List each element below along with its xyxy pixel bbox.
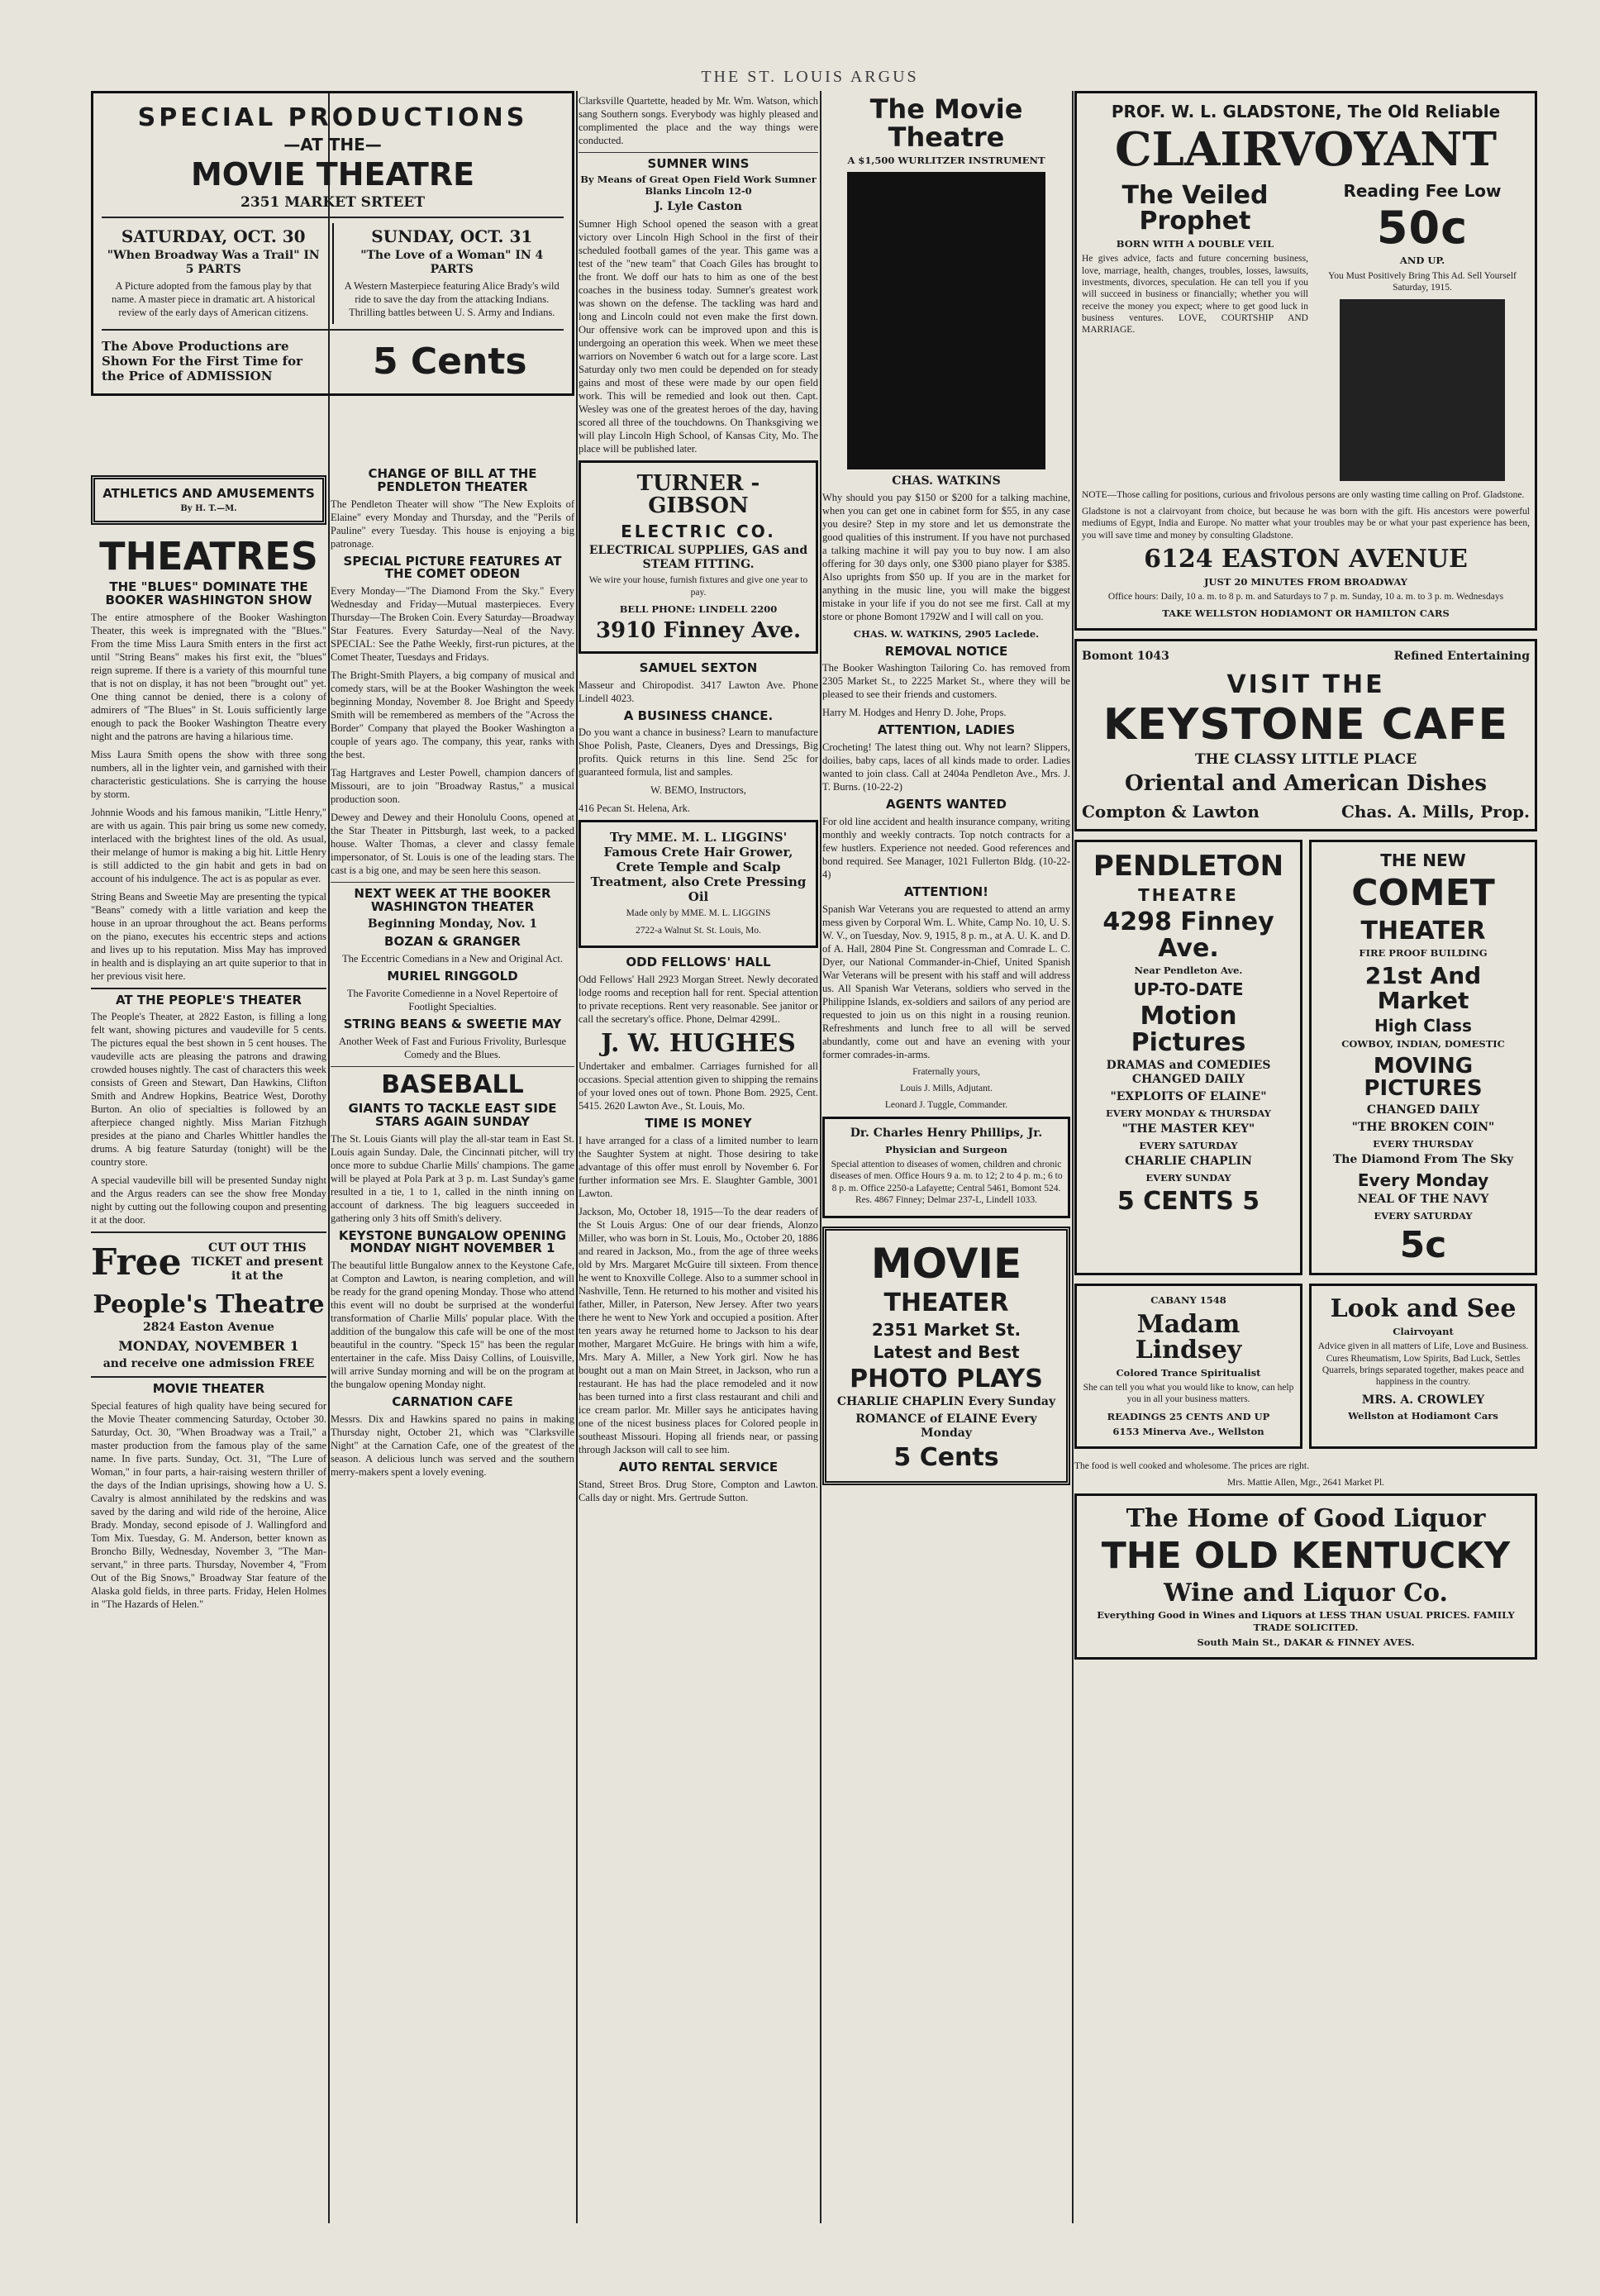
gladstone-text: He gives advice, facts and future concerning business, love, marriage, health, changes, troubles, losses, lawsuits, investments, divorces, speculation. He can tell you if you will succeed in business or financially; whether you will receive the money you expect; where to get good luck in business ventures. LOVE, COURTSHIP AND MARRIAGE.: [1082, 254, 1308, 336]
comet-neal: NEAL OF THE NAVY: [1357, 1192, 1489, 1206]
string-text: Another Week of Fast and Furious Frivolity, Burlesque Comedy and the Blues.: [338, 1035, 566, 1060]
free-address: 2824 Easton Avenue: [143, 1321, 274, 1335]
quartet-paragraph: Clarksville Quartette, headed by Mr. Wm. Watson, which sang Southern songs. Everybody was highly pleased and complimented the place and the way things were conducted.: [579, 95, 818, 146]
liggins-sub: Made only by MME. M. L. LIGGINS: [626, 908, 771, 919]
lindsey-sub: Colored Trance Spiritualist: [1116, 1366, 1261, 1379]
lindsey-address: 6153 Minerva Ave., Wellston: [1112, 1426, 1264, 1438]
business-signature: W. BEMO, Instructors,: [650, 784, 746, 797]
movie-romance: ROMANCE of ELAINE Every Monday: [855, 1412, 1037, 1440]
sunday-date: SUNDAY, OCT. 31: [371, 226, 533, 246]
special-movie-theatre: MOVIE THEATRE: [190, 155, 475, 193]
kentucky-home: The Home of Good Liquor: [1126, 1504, 1486, 1534]
gladstone-cars: TAKE WELLSTON HODIAMONT OR HAMILTON CARS: [1162, 607, 1450, 620]
column-1: [91, 91, 574, 404]
turner-wire: We wire your house, furnish fixtures and give one year to pay.: [588, 575, 808, 598]
blues-heading: THE "BLUES" DOMINATE THE BOOKER WASHINGTON SHOW: [105, 579, 312, 607]
pend-near: Near Pendleton Ave.: [1134, 965, 1243, 976]
turner-address: 3910 Finney Ave.: [595, 618, 802, 644]
peoples-paragraph: The People's Theater, at 2822 Easton, is filling a long felt want, showing pictures and vaudeville for 5 cents. The pictures equal the best shown in 5 cent houses. The vaudeville acts are pleasing the patrons and drawing crowded houses nightly. The cast of characters this week consists of Green and Stewart, Dan Hawkins, Clifton Smith and Andrew Hopkins, Beatrice West, Dorothy Burton. An olio of specialties is followed by an afterpiece changed nightly. Miss Marian Fitzhugh presides at the piano and Charles Whittler handles the drums. A big feature Saturday (tonight) will be the country store.: [91, 1011, 326, 1169]
liggins-heading: Try MME. M. L. LIGGINS' Famous Crete Hair Grower, Crete Temple and Scalp Treatment, also Crete Pressing Oil: [590, 830, 807, 905]
keystone-visit: VISIT THE: [1226, 669, 1385, 699]
movie-theater-paragraph: Special features of high quality have being secured for the Movie Theater commencing Saturday, October 30. Saturday, Oct. 30, "When Broadway was a Trail," a master production from the famous play of the same name. In five parts. Sunday, Oct. 31, "The Lure of Woman," in four parts, a hair-raising western thriller of the days of the Indian uprisings, showing how a U. S. Cavalry is almost annihilated by the redskins and was saved by the daring and wild ride of the heroine, Alice Brady. Monday, second episode of J. Wallingford and Tom Mix. Tuesday, G. M. Anderson, better known as Broncho Billy, Wednesday, November 3, "The Man-servant," in three parts. Thursday, November 4, "From Out of the Big Snows," Broadway Star feature of the Alaska gold fields, in three parts. Friday, Helen Holmes in "The Hazards of Helen.": [91, 1399, 326, 1610]
turner-sub: ELECTRIC CO.: [621, 521, 776, 541]
lookandsee-heading: Look and See: [1330, 1294, 1517, 1324]
gladstone-ad: [1074, 91, 1537, 631]
comet-cowboy: COWBOY, INDIAN, DOMESTIC: [1341, 1038, 1505, 1050]
comet-neal-day: EVERY SATURDAY: [1374, 1209, 1473, 1222]
lindsey-ad: [1074, 1284, 1302, 1448]
giants-heading: GIANTS TO TACKLE EAST SIDE STARS AGAIN SUNDAY: [348, 1101, 557, 1129]
money-text: I have arranged for a class of a limited number to learn the Saughter System at night. Those desiring to take advantage of this offer must enroll by November 6. For further information see Mrs. E. Slaughter Gamble, 3001 Lawton.: [579, 1135, 818, 1199]
movie-theater: THEATER: [883, 1289, 1009, 1318]
sexton-heading: SAMUEL SEXTON: [639, 660, 758, 675]
lindsey-text: She can tell you what you would like to know, can help you in all your business matters.: [1083, 1383, 1294, 1405]
pend-dramas: DRAMAS and COMEDIES CHANGED DAILY: [1106, 1059, 1271, 1087]
special-productions-ad: [91, 91, 574, 396]
fee-and-up: AND UP.: [1399, 255, 1445, 267]
gladstone-note: NOTE—Those calling for positions, curious and frivolous persons are only wasting time calling on Prof. Gladstone.: [1082, 489, 1525, 500]
keystone-bungalow-heading: KEYSTONE BUNGALOW OPENING MONDAY NIGHT NOVEMBER 1: [338, 1227, 567, 1256]
free-theatre: People's Theatre: [93, 1289, 325, 1319]
column-3: [579, 91, 818, 1509]
lookandsee-text: Advice given in all matters of Life, Love and Business. Cures Rheumatism, Low Spirits, Bad Luck, Settles Quarrels, brings separated together, makes peace and happiness in the country.: [1317, 1341, 1529, 1388]
athletics-title: ATHLETICS AND AMUSEMENTS: [102, 486, 315, 501]
bozan-heading: BOZAN & GRANGER: [384, 934, 521, 950]
attention-heading: ATTENTION!: [903, 884, 988, 899]
comet-address: 21st And Market: [1364, 962, 1482, 1014]
price-five-cents: 5 Cents: [372, 341, 527, 383]
veiled-sub: BORN WITH A DOUBLE VEIL: [1116, 237, 1274, 250]
comet-broken: "THE BROKEN COIN": [1351, 1120, 1495, 1134]
comet-heading: SPECIAL PICTURE FEATURES AT THE COMET ODEON: [343, 553, 562, 582]
gladstone-hours: Office hours: Daily, 10 a. m. to 8 p. m. and Saturdays to 7 p. m. Sunday, 10 a. m. to 3 p. m. Wednesdays: [1107, 591, 1504, 602]
gladstone-heading: PROF. W. L. GLADSTONE, The Old Reliable: [1111, 102, 1501, 121]
comet-high: High Class: [1374, 1016, 1472, 1036]
sunday-title: "The Love of a Woman" IN 4 PARTS: [360, 248, 544, 276]
movie-theatre-heading: The Movie Theatre: [869, 93, 1023, 153]
watkins-caption: CHAS. WATKINS: [892, 474, 1001, 488]
auto-text: Stand, Street Bros. Drug Store, Compton and Lawton. Calls day or night. Mrs. Gertrude Sutton.: [579, 1478, 818, 1503]
comet-moving: MOVING PICTURES: [1364, 1053, 1483, 1101]
pend-exploits-day: EVERY MONDAY & THURSDAY: [1106, 1107, 1271, 1119]
pend-theatre: THEATRE: [1138, 885, 1239, 905]
reading-fee: Reading Fee Low: [1343, 180, 1502, 201]
column-rule: [1072, 91, 1074, 2223]
giants-paragraph: The St. Louis Giants will play the all-star team in East St. Louis again Sunday. Dale, the Cincinnati pitcher, will try once more to subdue Charlie Mills' champions. The game will be played at Pola Park at 3 p. m. Last Sunday's game resulted in a tie, 1 to 1, called in the ninth inning on account of darkness. The big leaguers succeeded in gathering only 3 hits off Smith's delivery.: [331, 1132, 574, 1224]
keystone-cafe-ad: [1074, 639, 1537, 832]
movie-theater-ad: [822, 1227, 1070, 1485]
veiled-prophet: The Veiled Prophet: [1121, 180, 1269, 236]
keystone-address: Compton & Lawton: [1082, 802, 1260, 822]
business-heading: A BUSINESS CHANCE.: [623, 707, 774, 723]
baseball-heading: BASEBALL: [381, 1069, 524, 1099]
attention-sig: Leonard J. Tuggle, Commander.: [884, 1100, 1008, 1111]
comet-fireproof: FIRE PROOF BUILDING: [1359, 947, 1488, 959]
oddfellows-text: Odd Fellows' Hall 2923 Morgan Street. Newly decorated lodge rooms and reception hall for rent. Special attention to private receptions. Rent very reasonable. See janitor or call the secretary's office. Phone, Delmar 4299L.: [579, 973, 818, 1025]
free-cut: CUT OUT THIS TICKET and present it at the: [191, 1241, 324, 1283]
comet-theater: THEATER: [1360, 916, 1486, 946]
agents-heading: AGENTS WANTED: [886, 797, 1007, 812]
ladies-heading: ATTENTION, LADIES: [877, 722, 1016, 738]
tag-paragraph: Tag Hartgraves and Lester Powell, champion dancers of Missouri, are to join "Broadway Rastus," a musical production soon.: [331, 767, 574, 805]
keystone-prop: Chas. A. Mills, Prop.: [1340, 802, 1530, 822]
comet-price: 5c: [1399, 1224, 1447, 1267]
pend-motion: Motion Pictures: [1131, 1002, 1246, 1057]
sexton-text: Masseur and Chiropodist. 3417 Lawton Ave. Phone Lindell 4023.: [579, 679, 818, 704]
keystone-classy: THE CLASSY LITTLE PLACE: [1194, 750, 1417, 768]
movie-address: 2351 Market St.: [871, 1319, 1021, 1340]
saturday-title: "When Broadway Was a Trail" IN 5 PARTS: [107, 248, 320, 276]
pend-address: 4298 Finney Ave.: [1102, 907, 1274, 963]
fee-note: You Must Positively Bring This Ad. Sell Yourself Saturday, 1915.: [1328, 270, 1517, 293]
saturday-date: SATURDAY, OCT. 30: [121, 226, 306, 246]
blues-paragraph: Johnnie Woods and his famous manikin, "Little Henry," are with us again. This pair bring us some new comedy, interlaced with the brightest lines of the old. As usual, their melange of humor is making a big hit. Little Henry is still addicted to the gin habit and gets in bad on account of his indulgence. The act is as popular as ever.: [91, 806, 326, 884]
crowley-text: The food is well cooked and wholesome. The prices are right.: [1074, 1460, 1310, 1471]
clairvoyant-heading: CLAIRVOYANT: [1114, 122, 1498, 177]
pend-name: PENDLETON: [1093, 850, 1284, 884]
watkins-signature: CHAS. W. WATKINS, 2905 Laclede.: [853, 628, 1040, 641]
bozan-text: The Eccentric Comedians in a New and Original Act.: [342, 953, 563, 965]
athletics-byline: By H. T.—M.: [180, 503, 237, 513]
muriel-text: The Favorite Comedienne in a Novel Repertoire of Footlight Specialties.: [346, 987, 559, 1012]
column-1-body: [91, 475, 326, 1616]
saturday-text: A Picture adopted from the famous play by that name. A master piece in dramatic art. A historical review of the early days of American citizens.: [112, 280, 316, 319]
comet-monday: Every Monday: [1357, 1169, 1489, 1190]
bright-paragraph: The Bright-Smith Players, a big company of musical and comedy stars, will be at the Booker Washington the week beginning Monday, November 8. Joe Bright and Speedy Smith will be remembered as members of the "Across the Border" Company that played the Booker Washington a couple of years ago. The company, this year, ranks with the best.: [331, 669, 574, 760]
fee-amount: 50c: [1376, 201, 1469, 254]
gladstone-address: 6124 EASTON AVENUE: [1144, 545, 1468, 574]
jackson-text: Jackson, Mo, October 18, 1915—To the dear readers of the St Louis Argus: One of our dear friends, Alonzo Miller, who was born in St. Louis, Mo., October 20, 1886 and reared in Jackson, Mo., from the age of three weeks old by Mrs. Margaret McGuire till sixteen. From thence he went to Knoxville College. Also to a summer school in Nashville, Tenn. He returned to his mother and visited his father, Miller, in Paterson, New Jersey. After two years there he went to New York and occupied a position. After ten years away he returned home to Jackson to his dear mother, Margaret McGuire. He brings with him a wife, Mrs. Mary A. Miller, a New York girl. Now he has bought out a man on Main Street, in Jackson, who run a restaurant. He has had the place remodeled and it now has been turned into a first class restaurant and chili and ice cream parlor. Mr. Miller says he anticipates having one of the nicest business places for Colored people in southeast Missouri. Hoping all friends near, or passing through Jackson will call to see him.: [579, 1206, 818, 1455]
gladstone-text-2: Gladstone is not a clairvoyant from choice, but because he was born with the gift. His ancestors were powerful mediums of Egypt, India and Europe. No matter what your troubles may be or what your past experience has been, you will save time and money by consulting Gladstone.: [1082, 506, 1530, 541]
lindsey-readings: READINGS 25 CENTS AND UP: [1107, 1410, 1270, 1422]
comet-changed: CHANGED DAILY: [1366, 1103, 1480, 1117]
watkins-photo: [847, 172, 1045, 469]
liggins-address: 2722-a Walnut St. St. Louis, Mo.: [636, 925, 761, 936]
watkins-text: Why should you pay $150 or $200 for a talking machine, when you can get one in cabinet form for $55, in any case you desire? Step in my store and let us demonstrate the good qualities of this instrument. If you have not purchased a talking machine it will pay you to buy now. I am also offering for 30 days only, one $300 piano player for $385. Also uprights from $50 up. If you are in the market for anything in the music line, you will make the biggest mistake in your life if you do not see me first. Call at my store or phone Bomont 1792W and I will call on you.: [822, 492, 1070, 623]
attention-text: Spanish War Veterans you are requested to attend an army mess given by Corporal Wm. L. White, Camp No. 10, U. S. W. V., on Tuesday, Nov. 9, 1915, 8 p. m., at A. U. K. and D. of A. Hall, 2804 Pine St. Congressman and Comrade L. C. Dyer, our National Commander-in-Chief, United Spanish War Veterans will be present with his staff and will address us. All Spanish War Veterans, soldiers who served in the Philippine Islands, ex-soldiers and sailors of any period are requested to join us on this night in a rousing reunion. Refreshments and lunch free to all will be served abundantly, come out and have an evening with your former comrades-in-arms.: [822, 903, 1070, 1060]
pend-chaplin-day: EVERY SUNDAY: [1145, 1172, 1231, 1184]
money-heading: TIME IS MONEY: [645, 1116, 752, 1131]
column-rule: [328, 91, 330, 2223]
muriel-heading: MURIEL RINGGOLD: [387, 969, 518, 984]
hughes-heading: J. W. HUGHES: [601, 1028, 796, 1058]
turner-phone: BELL PHONE: LINDELL 2200: [619, 603, 778, 616]
kentucky-co: Wine and Liquor Co.: [1164, 1578, 1448, 1608]
pend-exploits: "EXPLOITS OF ELAINE": [1110, 1089, 1267, 1103]
pend-chaplin: CHARLIE CHAPLIN: [1125, 1155, 1252, 1169]
sumner-paragraph: Sumner High School opened the season with a great victory over Lincoln High School in the first of their scheduled football games of the year. This game was a test of the "new team" that Coach Giles has brought to the front. We doff our hats to him as one of the best coaches in the business today. Sumner's greatest work was shown on the defense. The tackling was hard and long and Lincoln could not even make the first down. Our offensive work can be improved upon and this is undergoing an operation this week. When we meet these warriors on November 6 watch out for a large score. Last Saturday only two men could be depended on for steady gains and most of these were made by our open field work. This will be remedied and look out then. Capt. Wesley was one of the greatest heroes of the day, having scored all three of the touchdowns. On Thanksgiving we will play Lincoln High School, of Kansas City, Mo. The place will be published later.: [579, 218, 818, 455]
comet-diamond: The Diamond From The Sky: [1332, 1153, 1514, 1167]
lookandsee-sub: Clairvoyant: [1393, 1325, 1454, 1337]
sumner-byline: J. Lyle Caston: [655, 200, 742, 214]
oddfellows-heading: ODD FELLOWS' HALL: [626, 955, 771, 969]
lookandsee-ad: [1309, 1284, 1537, 1448]
pend-master: "THE MASTER KEY": [1121, 1122, 1255, 1136]
free-heading: Free: [91, 1241, 182, 1284]
phillips-heading: Dr. Charles Henry Phillips, Jr.: [850, 1126, 1043, 1140]
business-address: 416 Pecan St. Helena, Ark.: [579, 803, 691, 815]
peoples-paragraph: A special vaudeville bill will be presented Sunday night and the Argus readers can see the show free Monday night by cutting out the following coupon and presenting it at the door.: [91, 1174, 326, 1227]
turner-gibson-ad: [579, 460, 818, 654]
movie-price: 5 Cents: [893, 1443, 999, 1473]
price-text: The Above Productions are Shown For the First Time for the Price of ADMISSION: [102, 339, 303, 384]
dewey-paragraph: Dewey and Dewey and their Honolulu Coons, opened at the Star Theater in Pittsburgh, last week, to a packed house. Walter Thomas, a clever and classy female impersonator, of St. Louis is one of the leading stars. The cast is a big one, and may be seen here this season.: [331, 812, 574, 876]
special-title: SPECIAL PRODUCTIONS: [137, 103, 528, 132]
kentucky-name: THE OLD KENTUCKY: [1101, 1534, 1511, 1577]
free-date: MONDAY, NOVEMBER 1: [118, 1337, 299, 1354]
wurlitzer-line: A $1,500 WURLITZER INSTRUMENT: [847, 155, 1045, 167]
attention-sig: Louis J. Mills, Adjutant.: [900, 1084, 993, 1094]
column-2: [331, 463, 574, 1484]
auto-heading: AUTO RENTAL SERVICE: [618, 1460, 779, 1474]
removal-text: The Booker Washington Tailoring Co. has removed from 2305 Market St., to 2225 Market St., where they will be pleased to see their friends and customers.: [822, 662, 1070, 701]
column-rule: [576, 91, 578, 2223]
athletics-box: [91, 475, 326, 525]
gladstone-address-sub: JUST 20 MINUTES FROM BROADWAY: [1203, 575, 1408, 588]
business-text: Do you want a chance in business? Learn to manufacture Shoe Polish, Paste, Cleaners, Dyes and Dressings, Big profits. Quick returns in this line. Send 25c for guaranteed formula, list and samples.: [579, 726, 818, 779]
special-at-the: —AT THE—: [283, 134, 382, 155]
next-week-sub: Beginning Monday, Nov. 1: [367, 917, 538, 931]
crowley-address: Wellston at Hodiamont Cars: [1348, 1410, 1498, 1422]
keystone-dishes: Oriental and American Dishes: [1124, 771, 1487, 797]
column-5: [1074, 91, 1537, 1668]
lindsey-name: Madam Lindsey: [1135, 1309, 1242, 1365]
movie-photo-plays: PHOTO PLAYS: [850, 1364, 1043, 1393]
phillips-sub: Physician and Surgeon: [885, 1143, 1007, 1155]
blues-paragraph: String Beans and Sweetie May are presenting the typical "Beans" comedy with a little variation and keep the house in an uproar throughout the act. Beans performs on the piano, executes his eccentric steps and actions and lives up to his reputation. Miss May has improved in health and is displaying an art quite superior to that in her previous visit here.: [91, 890, 326, 982]
pend-uptodate: UP-TO-DATE: [1133, 979, 1244, 1000]
next-week-heading: NEXT WEEK AT THE BOOKER WASHINGTON THEATER: [354, 886, 551, 914]
keystone-phone: Bomont 1043: [1082, 649, 1169, 663]
keystone-name: KEYSTONE CAFE: [1102, 700, 1509, 750]
lindsey-phone: CABANY 1548: [1150, 1294, 1226, 1307]
kentucky-text: Everything Good in Wines and Liquors at LESS THAN USUAL PRICES. FAMILY TRADE SOLICITED.: [1097, 1609, 1515, 1633]
movie-theater-heading: MOVIE THEATER: [152, 1380, 265, 1396]
movie-latest: Latest and Best: [873, 1341, 1020, 1362]
gladstone-portrait: [1340, 299, 1505, 481]
comet-theater-ad: [1309, 840, 1537, 1275]
masthead: THE ST. LOUIS ARGUS: [701, 68, 919, 86]
column-rule: [820, 91, 821, 2223]
special-address: 2351 MARKET SRTEET: [240, 194, 425, 212]
sunday-text: A Western Masterpiece featuring Alice Brady's wild ride to save the day from the attacking Indians. Thrilling battles between U. S. Army and Indians.: [344, 280, 560, 319]
comet-paragraph: Every Monday—"The Diamond From the Sky." Every Wednesday and Friday—Mutual masterpieces. Every Thursday—The Broken Coin. Every Saturday—Broadway Star Features. Every Saturday—Neal of the Navy. SPECIAL: See the Pathe Weekly, first-run pictures, at the Comet Theater, Tuesdays and Fridays.: [331, 585, 574, 663]
hughes-text: Undertaker and embalmer. Carriages furnished for all occasions. Special attention given to shipping the remains of your loved ones out of town. Phone Bom. 2925, Cent. 5415. 2620 Lawton Ave., St. Louis, Mo.: [579, 1060, 818, 1112]
attention-sig: Fraternally yours,: [912, 1066, 980, 1077]
crowley-signature: Mrs. Mattie Allen, Mgr., 2641 Market Pl.: [1226, 1477, 1385, 1488]
carnation-paragraph: Messrs. Dix and Hawkins spared no pains in making Thursday night, October 21, which was "Clarksville Night" at the Carnation Cafe, one of the greatest of the season. A delicious lunch was served and the southern merry-makers spent a lovely evening.: [331, 1412, 574, 1478]
phillips-text: Special attention to diseases of women, children and chronic diseases of men. Office Hours 9 a. m. to 12; 2 to 4 p. m.; 6 to 8 p. m. Office 2250-a Lafayette; Central 5461, Bomont 524. Res. 4867 Finney; Delmar 237-L, Lindell 1033.: [830, 1160, 1063, 1206]
keystone-bungalow-paragraph: The beautiful little Bungalow annex to the Keystone Cafe, at Compton and Lawton, is nearing completion, and will be ready for the grand opening Monday. Those who attend this event will no doubt be surprised at the wonderful transformation of Charlie Mills' popular place. With the addition of the bungalow this cafe will be one of the most beautiful in the country. "Speck 15" has been the regular entertainer in the cafe. Miss Daisy Collins, of Louisville, will arrive Sunday morning and will be on the program at the bungalow opening Monday night.: [331, 1260, 574, 1391]
removal-heading: REMOVAL NOTICE: [884, 643, 1008, 659]
kentucky-address: South Main St., DAKAR & FINNEY AVES.: [1197, 1636, 1415, 1649]
comet-broken-day: EVERY THURSDAY: [1373, 1137, 1474, 1150]
pendleton-heading: CHANGE OF BILL AT THE PENDLETON THEATER: [368, 466, 537, 494]
keystone-refined: Refined Entertaining: [1393, 649, 1530, 663]
sumner-sub: By Means of Great Open Field Work Sumner Blanks Lincoln 12-0: [580, 173, 817, 197]
blues-paragraph: Miss Laura Smith opens the show with three song numbers, all in the lighter vein, and garnished with their characteristic gesticulations. She is carrying the house by storm.: [91, 748, 326, 800]
peoples-heading: AT THE PEOPLE'S THEATER: [115, 992, 302, 1007]
free-admission: and receive one admission FREE: [102, 1357, 315, 1371]
ladies-text: Crocheting! The latest thing out. Why not learn? Slippers, doilies, baby caps, laces of all kinds made to order. Ladies wanted to join class. Call at 2404a Pendleton Ave., Mrs. J. T. Burns. (10-22-2): [822, 741, 1070, 793]
removal-signature: Harry M. Hodges and Henry D. Johe, Props.: [822, 707, 1007, 719]
crowley-name: MRS. A. CROWLEY: [1361, 1393, 1485, 1407]
movie-chaplin: CHARLIE CHAPLIN Every Sunday: [836, 1395, 1056, 1409]
pendleton-theatre-ad: [1074, 840, 1302, 1275]
comet-new: THE NEW: [1380, 850, 1466, 871]
liggins-ad: [579, 820, 818, 948]
theatres-heading: THEATRES: [99, 533, 318, 579]
pend-price: 5 CENTS 5: [1117, 1187, 1260, 1217]
carnation-heading: CARNATION CAFE: [392, 1394, 513, 1410]
turner-title: TURNER - GIBSON: [636, 471, 760, 519]
comet-name: COMET: [1351, 872, 1495, 915]
phillips-ad: [822, 1117, 1070, 1218]
column-4: [822, 91, 1070, 1493]
blues-paragraph: The entire atmosphere of the Booker Washington Theater, this week is impregnated with the "Blues." From the time Miss Laura Smith enters in the first act until "String Beans" makes his first exit, the "blues" reign supreme. If there is a variety of this mournful tune that is not on display, it has not been "brought out" yet. One thing cannot be denied, there is a colony of admirers of "The Blues" in St. Louis sufficiently large enough to pack the Booker Washington Theatre every night and the patrons are having a hilarious time.: [91, 611, 326, 742]
movie-big: MOVIE: [870, 1239, 1022, 1288]
old-kentucky-ad: [1074, 1493, 1537, 1659]
turner-line: ELECTRICAL SUPPLIES, GAS and STEAM FITTING.: [588, 543, 808, 571]
sumner-heading: SUMNER WINS: [647, 156, 750, 171]
agents-text: For old line accident and health insurance company, writing monthly and weekly contracts. Top notch contracts for a few hustlers. Experience not needed. Good references and bond required. See Manager, 1021 Fullerton Bldg. (10-22-4): [822, 815, 1070, 880]
pend-master-day: EVERY SATURDAY: [1139, 1139, 1238, 1151]
pendleton-paragraph: The Pendleton Theater will show "The New Exploits of Elaine" every Monday and Thursday, and the "Perils of Pauline" every Tuesday. This house is enjoying a big patronage.: [331, 498, 574, 550]
string-heading: STRING BEANS & SWEETIE MAY: [343, 1016, 562, 1031]
